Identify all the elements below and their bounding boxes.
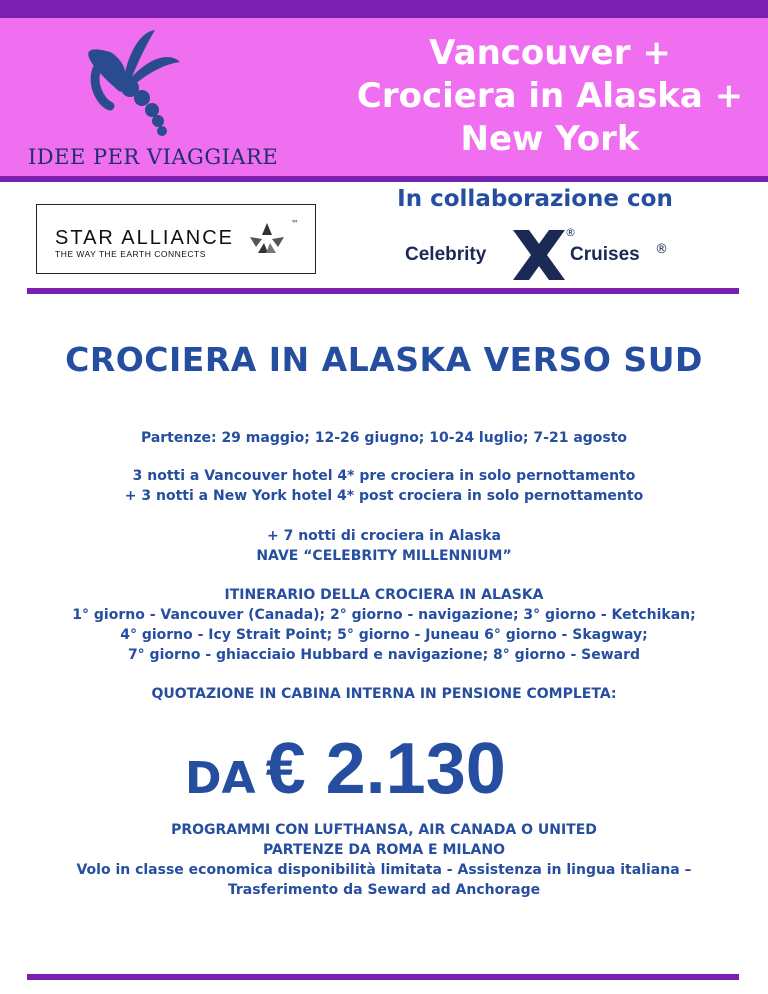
- section-divider: [27, 288, 739, 294]
- celebrity-word: Celebrity: [405, 244, 487, 265]
- footer-line: PROGRAMMI CON LUFTHANSA, AIR CANADA O UNITED: [171, 822, 597, 838]
- star-alliance-tagline: THE WAY THE EARTH CONNECTS: [55, 249, 206, 259]
- hotels-block: [0, 466, 768, 506]
- footer-line: Volo in classe economica disponibilità limitata - Assistenza in lingua italiana –: [76, 862, 692, 878]
- footer-info: [0, 820, 768, 900]
- quote-text: QUOTAZIONE IN CABINA INTERNA IN PENSIONE COMPLETA:: [151, 686, 617, 702]
- celebrity-reg-mark: ®: [565, 226, 576, 239]
- brand-logo-icon: [70, 22, 200, 142]
- brand-name: IDEE PER VIAGGIARE: [28, 145, 279, 169]
- cruises-reg-mark: ®: [655, 242, 668, 257]
- price-prefix: DA: [185, 753, 256, 804]
- top-bar: [0, 0, 768, 18]
- itinerary-block: [0, 585, 768, 665]
- itinerary-line: 1° giorno - Vancouver (Canada); 2° giorno - navigazione; 3° giorno - Ketchikan;: [72, 607, 696, 623]
- quote-label: [0, 684, 768, 704]
- footer-line: PARTENZE DA ROMA E MILANO: [263, 842, 505, 858]
- star-alliance-tm: ™: [291, 219, 299, 228]
- star-alliance-logo: [36, 204, 316, 274]
- itinerary-title: ITINERARIO DELLA CROCIERA IN ALASKA: [224, 587, 544, 603]
- hotel-line: 3 notti a Vancouver hotel 4* pre crociera in solo pernottamento: [132, 468, 636, 484]
- price: [185, 728, 506, 810]
- cruises-word: Cruises: [570, 244, 640, 265]
- cruise-line: + 7 notti di crociera in Alaska: [266, 528, 501, 544]
- hotel-line: + 3 notti a New York hotel 4* post crociera in solo pernottamento: [124, 488, 644, 504]
- price-amount: € 2.130: [265, 729, 506, 809]
- itinerary-line: 4° giorno - Icy Strait Point; 5° giorno - Juneau 6° giorno - Skagway;: [120, 627, 648, 643]
- title-line: New York: [460, 119, 640, 159]
- title-line: Vancouver +: [429, 33, 671, 73]
- main-heading: CROCIERA IN ALASKA VERSO SUD: [65, 340, 703, 379]
- page-title: [340, 32, 760, 161]
- star-alliance-name: STAR ALLIANCE: [55, 227, 235, 249]
- cruise-block: [0, 526, 768, 566]
- title-line: Crociera in Alaska +: [356, 76, 744, 116]
- collaboration-label: In collaborazione con: [397, 186, 673, 212]
- itinerary-line: 7° giorno - ghiacciaio Hubbard e navigazione; 8° giorno - Seward: [127, 647, 641, 663]
- celebrity-x-icon: [513, 230, 565, 280]
- celebrity-cruises-logo: [405, 226, 675, 280]
- departures-text: [0, 428, 768, 448]
- header-divider: [0, 176, 768, 182]
- ship-name: NAVE “CELEBRITY MILLENNIUM”: [256, 548, 512, 564]
- departures-line: Partenze: 29 maggio; 12-26 giugno; 10-24 luglio; 7-21 agosto: [140, 430, 628, 446]
- footer-line: Trasferimento da Seward ad Anchorage: [227, 882, 541, 898]
- star-alliance-star-icon: [242, 219, 292, 259]
- bottom-divider: [27, 974, 739, 980]
